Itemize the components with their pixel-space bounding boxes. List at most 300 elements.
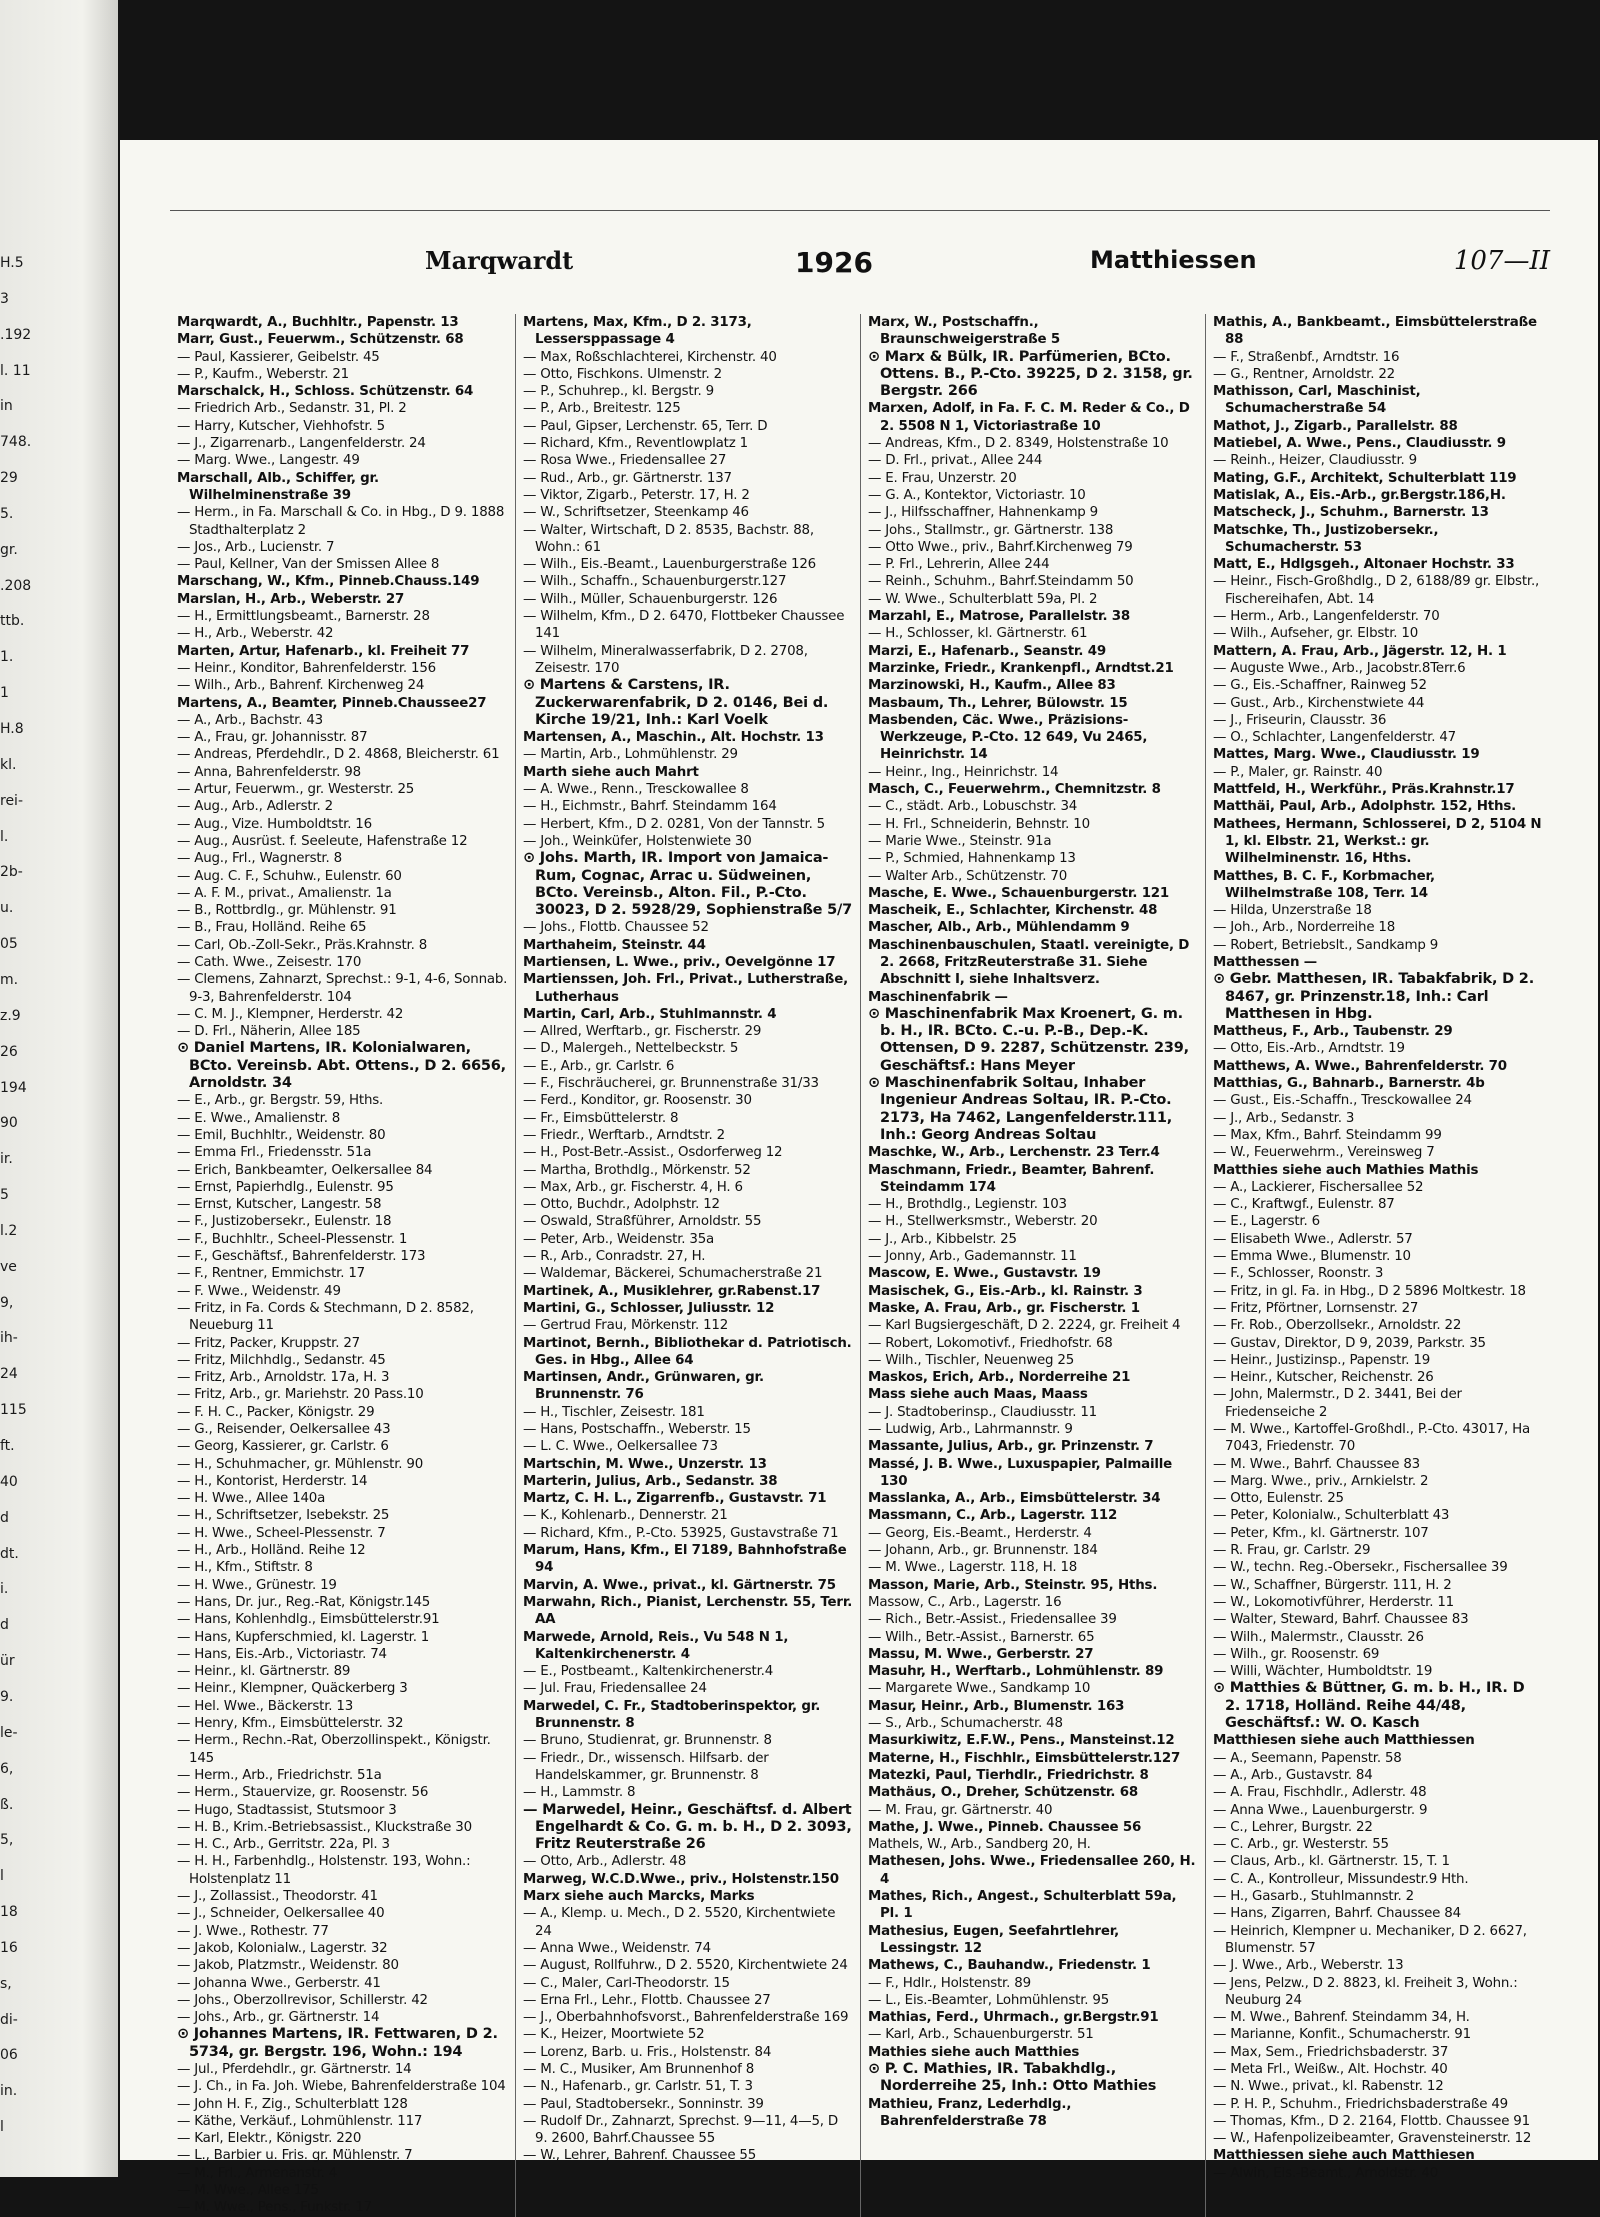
directory-entry: Mathels, W., Arb., Sandberg 20, H. <box>868 1837 1091 1853</box>
directory-entry: Masslanka, A., Arb., Eimsbüttelerstr. 34 <box>868 1491 1161 1507</box>
edge-text-fragment: 26 <box>0 1043 18 1060</box>
directory-entry: — Rudolf Dr., Zahnarzt, Sprechst. 9—11, 4—5, D 9. 2600, Bahrf.Chaussee 55 <box>523 2113 838 2147</box>
directory-entry: — L., Eis.-Beamter, Lohmühlenstr. 95 <box>868 1992 1110 2008</box>
directory-entry: — Robert, Lokomotivf., Friedhofstr. 68 <box>868 1335 1113 1351</box>
column-2 <box>515 314 860 2217</box>
directory-entry: — Auguste Wwe., Arb., Jacobstr.8Terr.6 <box>1213 660 1466 676</box>
directory-entry: Mascher, Alb., Arb., Mühlendamm 9 <box>868 920 1130 936</box>
edge-text-fragment: ir. <box>0 1151 13 1168</box>
directory-entry: — H., Arb., Weberstr. 42 <box>177 626 334 642</box>
directory-entry: — Rosa Wwe., Friedensallee 27 <box>523 453 727 469</box>
directory-entry: Maschinenfabrik — <box>868 989 1008 1005</box>
edge-text-fragment: in. <box>0 2083 18 2100</box>
directory-entry: — Heinr., Fisch-Großhdlg., D 2, 6188/89 gr. Elbstr., Fischereihafen, Abt. 14 <box>1213 574 1540 607</box>
directory-entry: — Andreas, Kfm., D 2. 8349, Holstenstraße 10 <box>868 436 1169 452</box>
directory-entry: Mattfeld, H., Werkführ., Präs.Krahnstr.17 <box>1213 782 1515 798</box>
directory-entry: Masche, E. Wwe., Schauenburgerstr. 121 <box>868 885 1170 901</box>
directory-entry: — H., Brothdlg., Legienstr. 103 <box>868 1197 1067 1213</box>
directory-entry: Mathot, J., Zigarb., Parallelstr. 88 <box>1213 418 1458 434</box>
directory-entry: — Aug., Vize. Humboldtstr. 16 <box>177 816 372 832</box>
directory-entry: Mattheus, F., Arb., Taubenstr. 29 <box>1213 1024 1453 1040</box>
directory-entry: Mathisson, Carl, Maschinist, Schumacherstraße 54 <box>1213 384 1421 417</box>
directory-entry: Mathesen, Johs. Wwe., Friedensallee 260, H. 4 <box>868 1854 1196 1887</box>
directory-entry: — Herm., Rechn.-Rat, Oberzollinspekt., Königstr. 145 <box>177 1733 491 1766</box>
directory-entry: Martin, Carl, Arb., Stuhlmannstr. 4 <box>523 1006 777 1022</box>
directory-entry: — Friedrich Arb., Sedanstr. 31, Pl. 2 <box>177 401 407 417</box>
edge-text-fragment: 748. <box>0 434 32 451</box>
directory-entry: — Clemens, Zahnarzt, Sprechst.: 9-1, 4-6, Sonnab. 9-3, Bahrenfelderstr. 104 <box>177 972 508 1005</box>
directory-entry: — Anna, Bahrenfelderstr. 98 <box>177 764 361 780</box>
directory-entry: Masbaum, Th., Lehrer, Bülowstr. 15 <box>868 695 1128 711</box>
directory-entry: — Herm., Arb., Friedrichstr. 51a <box>177 1767 382 1783</box>
directory-entry: — Johs., Stallmstr., gr. Gärtnerstr. 138 <box>868 522 1114 538</box>
directory-entry: — Wilh., Müller, Schauenburgerstr. 126 <box>523 591 778 607</box>
directory-entry: — Jos., Arb., Lucienstr. 7 <box>177 539 335 555</box>
directory-entry: — P. Frl., Lehrerin, Allee 244 <box>868 557 1050 573</box>
directory-entry: — Peter, Arb., Weidenstr. 35a <box>523 1231 715 1247</box>
directory-entry: — P., Schuhrep., kl. Bergstr. 9 <box>523 384 714 400</box>
directory-entry: — Martin, Arb., Lohmühlenstr. 29 <box>523 747 738 763</box>
directory-entry: — Karl Bugsiergeschäft, D 2. 2224, gr. Freiheit 4 <box>868 1318 1181 1334</box>
edge-text-fragment: ür <box>0 1653 15 1670</box>
directory-entry: Materne, H., Fischhlr., Eimsbüttelerstr.127 <box>868 1750 1181 1766</box>
directory-entry: — F. Wwe., Weidenstr. 49 <box>177 1283 341 1299</box>
directory-entry: Matthias, G., Bahnarb., Barnerstr. 4b <box>1213 1076 1485 1092</box>
directory-entry: Marqwardt, A., Buchhltr., Papenstr. 13 <box>177 315 459 330</box>
directory-entry: — H., Arb., Holländ. Reihe 12 <box>177 1543 366 1559</box>
directory-entry: Massante, Julius, Arb., gr. Prinzenstr. 7 <box>868 1439 1154 1455</box>
directory-entry: Matscheck, J., Schuhm., Barnerstr. 13 <box>1213 505 1489 521</box>
edge-text-fragment: l. <box>0 828 9 845</box>
directory-entry: — Max, Roßschlachterei, Kirchenstr. 40 <box>523 349 777 365</box>
directory-entry: Matthäi, Paul, Arb., Adolphstr. 152, Hths. <box>1213 799 1516 815</box>
directory-entry: Mass siehe auch Maas, Maass <box>868 1387 1088 1403</box>
directory-entry: — E., Arb., gr. Bergstr. 59, Hths. <box>177 1093 384 1109</box>
directory-entry: Marx siehe auch Marcks, Marks <box>523 1889 755 1905</box>
directory-entry: — C. A., Kontrolleur, Missundestr.9 Hth. <box>1213 1871 1469 1887</box>
edge-text-fragment: ß. <box>0 1796 14 1813</box>
directory-entry: — J., Arb., Sedanstr. 3 <box>1213 1110 1355 1126</box>
directory-entry: — Alwin, Eis.-Beamt., Arnoldstr. 40 <box>1213 2165 1439 2181</box>
edge-text-fragment: 5. <box>0 505 14 522</box>
directory-entry: — A., Seemann, Papenstr. 58 <box>1213 1750 1402 1766</box>
directory-entry: — Hans, Kupferschmied, kl. Lagerstr. 1 <box>177 1629 430 1645</box>
directory-entry: Marten, Artur, Hafenarb., kl. Freiheit 77 <box>177 643 470 659</box>
directory-entry: — Jonny, Arb., Gademannstr. 11 <box>868 1249 1077 1265</box>
directory-entry: Matschke, Th., Justizobersekr., Schumacherstr. 53 <box>1213 522 1439 555</box>
directory-entry: — August, Rollfuhrw., D 2. 5520, Kirchentwiete 24 <box>523 1958 848 1974</box>
directory-entry: — H., Lammstr. 8 <box>523 1785 636 1801</box>
edge-text-fragment: ft. <box>0 1438 15 1455</box>
adjacent-page-strip <box>0 0 118 2177</box>
directory-entry: — Käthe, Verkäuf., Lohmühlenstr. 117 <box>177 2113 423 2129</box>
directory-entry: — B., Rottbrdlg., gr. Mühlenstr. 91 <box>177 903 397 919</box>
directory-entry: — D. Frl., privat., Allee 244 <box>868 453 1043 469</box>
directory-entry: — Fr., Eimsbüttelerstr. 8 <box>523 1110 679 1126</box>
directory-entry: — Gust., Eis.-Schaffn., Tresckowallee 24 <box>1213 1093 1472 1109</box>
directory-entry: — Friedr., Werftarb., Arndtstr. 2 <box>523 1127 725 1143</box>
directory-entry: Martini, G., Schlosser, Juliusstr. 12 <box>523 1300 775 1316</box>
directory-entry: — Fritz, Arb., Arnoldstr. 17a, H. 3 <box>177 1370 390 1386</box>
directory-entry: — H. B., Krim.-Betriebsassist., Kluckstraße 30 <box>177 1819 472 1835</box>
directory-entry: — H., Schlosser, kl. Gärtnerstr. 61 <box>868 626 1088 642</box>
directory-entry: — Waldemar, Bäckerei, Schumacherstraße 21 <box>523 1266 823 1282</box>
directory-entry: — Rich., Betr.-Assist., Friedensallee 39 <box>868 1612 1117 1628</box>
directory-entry: Matezki, Paul, Tierhdlr., Friedrichstr. 8 <box>868 1767 1149 1783</box>
directory-entry: — Emil, Buchhltr., Weidenstr. 80 <box>177 1127 386 1143</box>
directory-entry: Masurkiwitz, E.F.W., Pens., Mansteinst.12 <box>868 1733 1175 1749</box>
directory-entry: — Georg, Kassierer, gr. Carlstr. 6 <box>177 1439 389 1455</box>
directory-entry: Massmann, C., Arb., Lagerstr. 112 <box>868 1508 1118 1524</box>
directory-entry: Marzinke, Friedr., Krankenpfl., Arndtst.21 <box>868 660 1174 676</box>
directory-entry: — A. Wwe., Renn., Tresckowallee 8 <box>523 782 749 798</box>
directory-entry: — Friedr., Dr., wissensch. Hilfsarb. der Handelskammer, gr. Brunnenstr. 8 <box>523 1750 769 1783</box>
directory-entry: — Heinr., Konditor, Bahrenfelderstr. 156 <box>177 660 436 676</box>
directory-entry: — C., Maler, Carl-Theodorstr. 15 <box>523 1975 730 1991</box>
directory-entry: — Wilh., Aufseher, gr. Elbstr. 10 <box>1213 626 1419 642</box>
firm-entry: ⊙ Marx & Bülk, IR. Parfümerien, BCto. Ottens. B., P.-Cto. 39225, D 2. 3158, gr. Bergstr. 266 <box>868 348 1193 400</box>
directory-entry: — J. Wwe., Arb., Weberstr. 13 <box>1213 1958 1404 1974</box>
directory-entry: — Aug., Frl., Wagnerstr. 8 <box>177 851 342 867</box>
directory-entry: Mathias, Ferd., Uhrmach., gr.Bergstr.91 <box>868 2010 1159 2026</box>
directory-entry: — Andreas, Pferdehdlr., D 2. 4868, Bleicherstr. 61 <box>177 747 500 763</box>
directory-entry: — M. Wwe., Kartoffel-Großhdl., P.-Cto. 43017, Ha 7043, Friedenstr. 70 <box>1213 1422 1530 1455</box>
directory-entry: — A., Arb., Bachstr. 43 <box>177 712 323 728</box>
directory-entry: — A. Frau, Fischhdlr., Adlerstr. 48 <box>1213 1785 1427 1801</box>
directory-entry: — Ernst, Papierhdlg., Eulenstr. 95 <box>177 1179 394 1195</box>
directory-entry: — Georg, Eis.-Beamt., Herderstr. 4 <box>868 1525 1092 1541</box>
directory-entry: — Herm., in Fa. Marschall & Co. in Hbg., D 9. 1888 Stadthalterplatz 2 <box>177 505 505 538</box>
directory-entry: — B., Frau, Holländ. Reihe 65 <box>177 920 367 936</box>
directory-entry: Masischek, G., Eis.-Arb., kl. Rainstr. 3 <box>868 1283 1143 1299</box>
directory-entry: — C. M. J., Klempner, Herderstr. 42 <box>177 1006 404 1022</box>
entry-columns <box>170 314 1550 2216</box>
edge-text-fragment: 9. <box>0 1688 14 1705</box>
directory-entry: Marschang, W., Kfm., Pinneb.Chauss.149 <box>177 574 480 590</box>
directory-entry: — Peter, Kfm., kl. Gärtnerstr. 107 <box>1213 1525 1429 1541</box>
directory-entry: — Fritz, Milchhdlg., Sedanstr. 45 <box>177 1352 386 1368</box>
directory-entry: — Gertrud Frau, Mörkenstr. 112 <box>523 1318 729 1334</box>
directory-entry: — H., Stellwerksmstr., Weberstr. 20 <box>868 1214 1098 1230</box>
directory-entry: — P., Schmied, Hahnenkamp 13 <box>868 851 1076 867</box>
directory-entry: — Thomas, Kfm., D 2. 2164, Flottb. Chaussee 91 <box>1213 2113 1530 2129</box>
directory-entry: — E. Wwe., Amalienstr. 8 <box>177 1110 341 1126</box>
directory-entry: — Heinr., Klempner, Quäckerberg 3 <box>177 1681 408 1697</box>
directory-entry: — J. Stadtoberinsp., Claudiusstr. 11 <box>868 1404 1098 1420</box>
directory-entry: — E., Arb., gr. Carlstr. 6 <box>523 1058 675 1074</box>
directory-entry: — Meta Frl., Weißw., Alt. Hochstr. 40 <box>1213 2061 1448 2077</box>
directory-entry: — Otto, Arb., Adlerstr. 48 <box>523 1854 687 1870</box>
directory-entry: Martinek, A., Musiklehrer, gr.Rabenst.17 <box>523 1283 821 1299</box>
directory-entry: — Marie Wwe., Steinstr. 91a <box>868 833 1052 849</box>
edge-text-fragment: 194 <box>0 1079 27 1096</box>
directory-entry: — Anna Wwe., Lauenburgerstr. 9 <box>1213 1802 1428 1818</box>
edge-text-fragment: 29 <box>0 470 18 487</box>
firm-entry: ⊙ Johannes Martens, IR. Fettwaren, D 2. 5734, gr. Bergstr. 196, Wohn.: 194 <box>177 2026 498 2060</box>
directory-entry: — R., Arb., Conradstr. 27, H. <box>523 1249 706 1265</box>
directory-entry: — H., Tischler, Zeisestr. 181 <box>523 1404 705 1420</box>
edge-text-fragment: H.5 <box>0 255 24 271</box>
edge-text-fragment: 18 <box>0 1904 18 1921</box>
directory-entry: — Jakob, Platzmstr., Weidenstr. 80 <box>177 1958 399 1974</box>
directory-entry: Mathieu, Franz, Lederhdlg., Bahrenfelderstraße 78 <box>868 2096 1072 2129</box>
edge-text-fragment: .192 <box>0 326 32 343</box>
directory-entry: — H., Eichmstr., Bahrf. Steindamm 164 <box>523 799 777 815</box>
edge-text-fragment: le- <box>0 1724 18 1741</box>
firm-entry: ⊙ P. C. Mathies, IR. Tabakhdlg., Norderreihe 25, Inh.: Otto Mathies <box>868 2060 1157 2095</box>
edge-text-fragment: 9, <box>0 1294 14 1311</box>
directory-entry: Mathesius, Eugen, Seefahrtlehrer, Lessingstr. 12 <box>868 1923 1120 1956</box>
header-right-keyword: Matthiessen <box>1090 246 1257 274</box>
directory-entry: Mathees, Hermann, Schlosserei, D 2, 5104 N 1, kl. Elbstr. 21, Werkst.: gr. Wilhelminenstr. 16, Hths. <box>1213 816 1542 867</box>
edge-text-fragment: 16 <box>0 1939 18 1956</box>
directory-entry: Marum, Hans, Kfm., El 7189, Bahnhofstraße 94 <box>523 1543 847 1576</box>
directory-entry: — Richard, Kfm., P.-Cto. 53925, Gustavstraße 71 <box>523 1525 839 1541</box>
directory-entry: Marschalck, H., Schloss. Schützenstr. 64 <box>177 384 474 400</box>
firm-entry: ⊙ Maschinenfabrik Soltau, Inhaber Ingenieur Andreas Soltau, IR. P.-Cto. 2173, Ha 7462, Langenfelderstr.111, Inh.: Georg Andreas Soltau <box>868 1075 1173 1143</box>
edge-text-fragment: di- <box>0 2011 18 2028</box>
directory-entry: Mascow, E. Wwe., Gustavstr. 19 <box>868 1266 1101 1282</box>
directory-entry: — H. Wwe., Grünestr. 19 <box>177 1577 337 1593</box>
edge-text-fragment: l <box>0 1868 4 1885</box>
directory-entry: Mathe, J. Wwe., Pinneb. Chaussee 56 <box>868 1819 1142 1835</box>
edge-text-fragment: 1. <box>0 649 14 666</box>
directory-entry: — C., Kraftwgf., Eulenstr. 87 <box>1213 1197 1395 1213</box>
edge-text-fragment: 115 <box>0 1402 27 1419</box>
firm-entry: ⊙ Matthies & Büttner, G. m. b. H., IR. D 2. 1718, Holländ. Reihe 44/48, Geschäftsf.: W. O. Kasch <box>1213 1680 1525 1732</box>
directory-entry: Marslan, H., Arb., Weberstr. 27 <box>177 591 405 607</box>
edge-text-fragment: dt. <box>0 1545 19 1562</box>
directory-entry: — Max, Sem., Friedrichsbaderstr. 37 <box>1213 2044 1449 2060</box>
firm-entry: ⊙ Gebr. Matthesen, IR. Tabakfabrik, D 2. 8467, gr. Prinzenstr.18, Inh.: Carl Matthesen in Hbg. <box>1213 971 1535 1022</box>
directory-entry: — Karl, Elektr., Königstr. 220 <box>177 2131 362 2147</box>
directory-entry: — Fritz, in gl. Fa. in Hbg., D 2 5896 Moltkestr. 18 <box>1213 1283 1526 1299</box>
edge-text-fragment: kl. <box>0 756 17 773</box>
directory-entry: — Emma Wwe., Blumenstr. 10 <box>1213 1249 1411 1265</box>
directory-entry: — Otto, Fischkons. Ulmenstr. 2 <box>523 366 722 382</box>
directory-entry: Mathäus, O., Dreher, Schützenstr. 68 <box>868 1785 1139 1801</box>
directory-entry: — Johs., Arb., gr. Gärtnerstr. 14 <box>177 2010 380 2026</box>
edge-text-fragment: l.2 <box>0 1222 18 1239</box>
directory-entry: — H., Schriftsetzer, Isebekstr. 25 <box>177 1508 390 1524</box>
edge-text-fragment: 6, <box>0 1760 14 1777</box>
directory-entry: — J., Schneider, Oelkersallee 40 <box>177 1906 385 1922</box>
top-rule <box>170 210 1550 211</box>
directory-entry: — F., Buchhltr., Scheel-Plessenstr. 1 <box>177 1231 408 1247</box>
directory-entry: — D. Frl., Näherin, Allee 185 <box>177 1024 361 1040</box>
directory-entry: — C., städt. Arb., Lobuschstr. 34 <box>868 799 1078 815</box>
edge-text-fragment: H.8 <box>0 721 24 738</box>
directory-entry: — J., Zollassist., Theodorstr. 41 <box>177 1889 378 1905</box>
directory-entry: Marthaheim, Steinstr. 44 <box>523 937 706 953</box>
directory-entry: — Walter, Wirtschaft, D 2. 8535, Bachstr. 88, Wohn.: 61 <box>523 522 814 555</box>
edge-text-fragment: 06 <box>0 2047 18 2064</box>
directory-entry: — Max, Kfm., Bahrf. Steindamm 99 <box>1213 1127 1442 1143</box>
edge-text-fragment: i. <box>0 1581 9 1598</box>
directory-entry: Massow, C., Arb., Lagerstr. 16 <box>868 1594 1062 1610</box>
directory-entry: — H., Post-Betr.-Assist., Osdorferweg 12 <box>523 1145 783 1161</box>
directory-entry: — Karl, Arb., Schauenburgerstr. 51 <box>868 2027 1094 2043</box>
directory-entry: Martz, C. H. L., Zigarrenfb., Gustavstr. 71 <box>523 1491 827 1507</box>
directory-entry: Martschin, M. Wwe., Unzerstr. 13 <box>523 1456 767 1472</box>
header-year: 1926 <box>795 246 873 279</box>
directory-entry: — C. Arb., gr. Westerstr. 55 <box>1213 1837 1389 1853</box>
directory-entry: Matthies siehe auch Mathies Mathis <box>1213 1162 1479 1178</box>
directory-entry: — Otto, Buchdr., Adolphstr. 12 <box>523 1197 720 1213</box>
directory-entry: Marzahl, E., Matrose, Parallelstr. 38 <box>868 609 1131 625</box>
directory-entry: — A. F. M., privat., Amalienstr. 1a <box>177 885 392 901</box>
directory-entry: — Carl, Ob.-Zoll-Sekr., Präs.Krahnstr. 8 <box>177 937 428 953</box>
directory-entry: — Heinr., Kutscher, Reichenstr. 26 <box>1213 1370 1434 1386</box>
directory-entry: — W. Wwe., Schulterblatt 59a, Pl. 2 <box>868 591 1098 607</box>
directory-entry: Marzi, E., Hafenarb., Seanstr. 49 <box>868 643 1106 659</box>
directory-entry: Masch, C., Feuerwehrm., Chemnitzstr. 8 <box>868 782 1161 798</box>
directory-entry: — John H. F., Zig., Schulterblatt 128 <box>177 2096 408 2112</box>
directory-entry: Matthiessen siehe auch Matthiesen <box>1213 2148 1475 2164</box>
directory-entry: — Margarete Wwe., Sandkamp 10 <box>868 1681 1091 1697</box>
directory-entry: — Erna Frl., Lehr., Flottb. Chaussee 27 <box>523 1992 771 2008</box>
directory-entry: Marr, Gust., Feuerwm., Schützenstr. 68 <box>177 332 464 348</box>
directory-entry: — N. Wwe., privat., kl. Rabenstr. 12 <box>1213 2079 1444 2095</box>
directory-entry: — Wilhelm, Kfm., D 2. 6470, Flottbeker Chaussee 141 <box>523 609 845 642</box>
directory-entry: — Claus, Arb., kl. Gärtnerstr. 15, T. 1 <box>1213 1854 1450 1870</box>
directory-entry: — M. C., Musiker, Am Brunnenhof 8 <box>523 2061 755 2077</box>
edge-text-fragment: gr. <box>0 541 18 558</box>
directory-entry: Matislak, A., Eis.-Arb., gr.Bergstr.186,H. <box>1213 487 1506 503</box>
directory-entry: Marterin, Julius, Arb., Sedanstr. 38 <box>523 1473 778 1489</box>
directory-entry: — A., Lackierer, Fischersallee 52 <box>1213 1179 1424 1195</box>
directory-entry: — Marg. Wwe., Langestr. 49 <box>177 453 360 469</box>
directory-entry: — Hans, Zigarren, Bahrf. Chaussee 84 <box>1213 1906 1461 1922</box>
directory-entry: — Herm., Stauervize, gr. Roosenstr. 56 <box>177 1785 429 1801</box>
edge-text-fragment: 1 <box>0 685 9 702</box>
directory-entry: Martinsen, Andr., Grünwaren, gr. Brunnenstr. 76 <box>523 1370 764 1403</box>
directory-entry: — Fr. Rob., Oberzollsekr., Arnoldstr. 22 <box>1213 1318 1462 1334</box>
directory-entry: Matiebel, A. Wwe., Pens., Claudiusstr. 9 <box>1213 436 1506 452</box>
directory-entry: — E. Frau, Unzerstr. 20 <box>868 470 1017 486</box>
firm-entry: ⊙ Johs. Marth, IR. Import von Jamaica-Rum, Cognac, Arrac u. Südweinen, BCto. Vereinsb., Alton. Fil., P.-Cto. 30023, D 2. 5928/29, Sophienstraße 5/7 <box>523 850 853 919</box>
directory-entry: Mattes, Marg. Wwe., Claudiusstr. 19 <box>1213 747 1480 763</box>
directory-entry: — N., Hafenarb., gr. Carlstr. 51, T. 3 <box>523 2079 753 2095</box>
directory-entry: — J., Arb., Kibbelstr. 25 <box>868 1231 1017 1247</box>
directory-entry: Matt, E., Hdlgsgeh., Altonaer Hochstr. 33 <box>1213 557 1515 573</box>
edge-text-fragment: d <box>0 1617 9 1634</box>
directory-entry: — F. H. C., Packer, Königstr. 29 <box>177 1404 375 1420</box>
directory-entry: — Aug., Ausrüst. f. Seeleute, Hafenstraße 12 <box>177 833 468 849</box>
directory-entry: — Johs., Oberzollrevisor, Schillerstr. 42 <box>177 1992 428 2008</box>
directory-entry: — Henry, Kfm., Eimsbüttelerstr. 32 <box>177 1716 404 1732</box>
directory-entry: — Willi, Wächter, Humboldtstr. 19 <box>1213 1664 1433 1680</box>
edge-text-fragment: ttb. <box>0 613 25 630</box>
directory-entry: — Anna Wwe., Weidenstr. 74 <box>523 1940 711 1956</box>
edge-text-fragment: 5, <box>0 1832 14 1849</box>
directory-entry: — M. Wwe., Bahrenf. Steindamm 34, H. <box>1213 2010 1470 2026</box>
directory-entry: — Otto, Eis.-Arb., Arndtstr. 19 <box>1213 1041 1405 1057</box>
directory-entry: — G. A., Kontektor, Victoriastr. 10 <box>868 487 1086 503</box>
edge-text-fragment: .208 <box>0 577 32 594</box>
directory-entry: Martensen, A., Maschin., Alt. Hochstr. 13 <box>523 730 824 746</box>
directory-entry: — Ludwig, Arb., Lahrmannstr. 9 <box>868 1422 1073 1437</box>
directory-entry: Mathis, A., Bankbeamt., Eimsbüttelerstraße 88 <box>1213 315 1537 348</box>
column-3 <box>860 314 1205 2217</box>
directory-entry: — Otto, Eulenstr. 25 <box>1213 1491 1344 1507</box>
directory-entry: Matthiesen siehe auch Matthiessen <box>1213 1733 1475 1749</box>
firm-entry: ⊙ Maschinenfabrik Max Kroenert, G. m. b. H., IR. BCto. C.-u. P.-B., Dep.-K. Ottensen, D 9. 2287, Schützenstr. 239, Geschäftsf.: Hans Meyer <box>868 1005 1189 1074</box>
directory-entry: — Viktor, Zigarb., Peterstr. 17, H. 2 <box>523 487 750 503</box>
directory-entry: — M. Wwe., Pens., Funkstr. 17 <box>177 2200 372 2216</box>
directory-entry: — Oswald, Straßführer, Arnoldstr. 55 <box>523 1214 762 1230</box>
edge-text-fragment: ih- <box>0 1330 18 1347</box>
directory-entry: — Heinr., kl. Gärtnerstr. 89 <box>177 1664 351 1680</box>
directory-entry: — G., Eis.-Schaffner, Rainweg 52 <box>1213 678 1427 694</box>
directory-entry: — M., Frl., Armenanstr. 4 <box>177 2165 338 2181</box>
firm-entry: — Marwedel, Heinr., Geschäftsf. d. Albert Engelhardt & Co. G. m. b. H., D 2. 3093, Fritz Reuterstraße 26 <box>523 1801 852 1853</box>
directory-entry: — W., Feuerwehrm., Vereinsweg 7 <box>1213 1145 1435 1161</box>
directory-entry: — Hans, Dr. jur., Reg.-Rat, Königstr.145 <box>177 1594 431 1610</box>
header-left-keyword: Marqwardt <box>425 246 574 275</box>
directory-entry: Marwahn, Rich., Pianist, Lerchenstr. 55, Terr. AA <box>523 1594 853 1628</box>
directory-entry: Maschke, W., Arb., Lerchenstr. 23 Terr.4 <box>868 1145 1160 1161</box>
directory-entry: — Paul, Gipser, Lerchenstr. 65, Terr. D <box>523 418 768 434</box>
directory-entry: Martienssen, Joh. Frl., Privat., Lutherstraße, Lutherhaus <box>523 972 848 1005</box>
directory-entry: — Joh., Weinküfer, Holstenwiete 30 <box>523 833 752 849</box>
directory-entry: — Ferd., Konditor, gr. Roosenstr. 30 <box>523 1093 752 1109</box>
directory-entry: — F., Rentner, Emmichstr. 17 <box>177 1266 365 1282</box>
directory-entry: — Wilh., Betr.-Assist., Barnerstr. 65 <box>868 1629 1095 1645</box>
directory-entry: — R. Frau, gr. Carlstr. 29 <box>1213 1543 1371 1559</box>
directory-entry: — W., Lehrer, Bahrenf. Chaussee 55 <box>523 2148 757 2164</box>
directory-entry: — C., Lehrer, Burgstr. 22 <box>1213 1819 1373 1835</box>
directory-entry: Marzinowski, H., Kaufm., Allee 83 <box>868 678 1116 694</box>
edge-text-fragment: in <box>0 398 13 415</box>
directory-entry: Marweg, W.C.D.Wwe., priv., Holstenstr.150 <box>523 1871 839 1887</box>
directory-entry: Mathies siehe auch Matthies <box>868 2044 1080 2060</box>
directory-entry: — H. Wwe., Scheel-Plessenstr. 7 <box>177 1525 386 1541</box>
directory-entry: — G., Reisender, Oelkersallee 43 <box>177 1422 391 1437</box>
directory-entry: — Lorenz, Barb. u. Fris., Holstenstr. 84 <box>523 2044 772 2060</box>
firm-entry: ⊙ Daniel Martens, IR. Kolonialwaren, BCto. Vereinsb. Abt. Ottens., D 2. 6656, Arnoldstr. 34 <box>177 1040 506 1092</box>
directory-entry: — Herbert, Kfm., D 2. 0281, Von der Tannstr. 5 <box>523 816 825 832</box>
directory-entry: Marxen, Adolf, in Fa. F. C. M. Reder & Co., D 2. 5508 N 1, Victoriastraße 10 <box>868 401 1190 434</box>
page-header <box>170 246 1550 290</box>
directory-entry: — F., Straßenbf., Arndtstr. 16 <box>1213 349 1400 365</box>
directory-entry: — Johs., Flottb. Chaussee 52 <box>523 920 709 936</box>
directory-entry: — Otto Wwe., priv., Bahrf.Kirchenweg 79 <box>868 539 1133 555</box>
directory-entry: — Wilh., Malermstr., Clausstr. 26 <box>1213 1629 1424 1645</box>
directory-entry: — G., Rentner, Arnoldstr. 22 <box>1213 366 1395 382</box>
directory-entry: — Jul. Frau, Friedensallee 24 <box>523 1681 707 1697</box>
directory-entry: Mathes, Rich., Angest., Schulterblatt 59a, Pl. 1 <box>868 1889 1177 1922</box>
edge-text-fragment: l. 11 <box>0 362 31 379</box>
directory-entry: — Bruno, Studienrat, gr. Brunnenstr. 8 <box>523 1733 772 1749</box>
directory-entry: — H., Ermittlungsbeamt., Barnerstr. 28 <box>177 609 430 625</box>
directory-entry: Martens, A., Beamter, Pinneb.Chaussee27 <box>177 695 487 711</box>
directory-entry: Maschmann, Friedr., Beamter, Bahrenf. Steindamm 174 <box>868 1162 1155 1195</box>
directory-entry: — J., Zigarrenarb., Langenfelderstr. 24 <box>177 436 426 452</box>
directory-entry: — Erich, Bankbeamter, Oelkersallee 84 <box>177 1162 433 1178</box>
directory-entry: — H. C., Arb., Gerritstr. 22a, Pl. 3 <box>177 1837 390 1853</box>
directory-entry: — W., Hafenpolizeibeamter, Gravensteinerstr. 12 <box>1213 2131 1532 2147</box>
edge-text-fragment: m. <box>0 971 19 988</box>
directory-entry: — Allred, Werftarb., gr. Fischerstr. 29 <box>523 1024 762 1040</box>
edge-text-fragment: 5 <box>0 1187 9 1204</box>
directory-entry: — Artur, Feuerwm., gr. Westerstr. 25 <box>177 782 415 798</box>
directory-entry: — Emma Frl., Friedensstr. 51a <box>177 1145 372 1161</box>
column-1 <box>170 314 515 2217</box>
directory-entry: — A., Arb., Gustavstr. 84 <box>1213 1767 1373 1783</box>
directory-entry: — Aug., Arb., Adlerstr. 2 <box>177 799 333 815</box>
directory-entry: Maske, A. Frau, Arb., gr. Fischerstr. 1 <box>868 1300 1140 1316</box>
